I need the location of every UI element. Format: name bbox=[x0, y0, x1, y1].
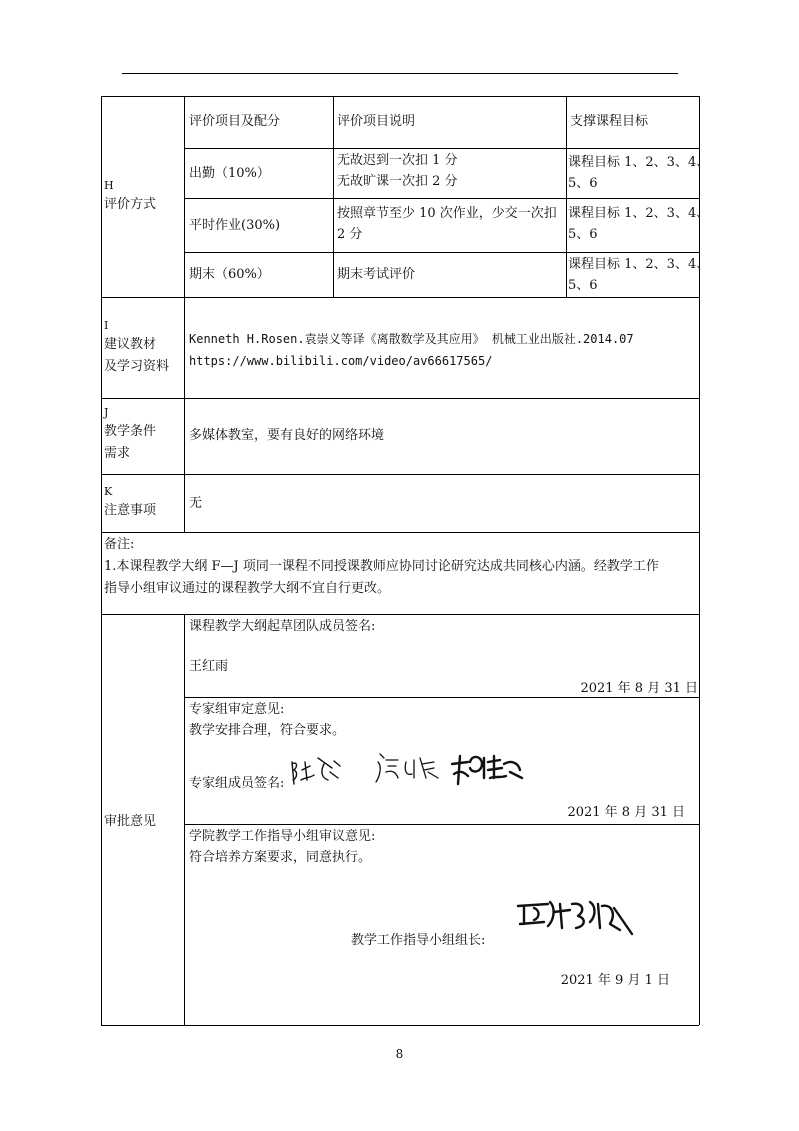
college-title: 学院教学工作指导小组审议意见: bbox=[189, 829, 376, 844]
row-attendance-item: 出勤（10%） bbox=[189, 166, 270, 181]
row-attendance-desc: 无故迟到一次扣 1 分 无故旷课一次扣 2 分 bbox=[337, 153, 458, 189]
header-goal: 支撑课程目标 bbox=[570, 114, 649, 129]
section-letter-i: I bbox=[104, 319, 109, 332]
header-rule bbox=[122, 73, 678, 74]
leader-signature bbox=[514, 894, 638, 940]
row-final-goal: 课程目标 1、2、3、4、 5、6 bbox=[568, 257, 710, 293]
expert-title: 专家组审定意见: bbox=[189, 702, 285, 717]
section-letter-k: K bbox=[104, 485, 113, 498]
section-h-title: 评价方式 bbox=[104, 197, 157, 212]
page-number: 8 bbox=[395, 1047, 404, 1061]
drafting-date: 2021 年 8 月 31 日 bbox=[580, 681, 698, 696]
row-homework-goal: 课程目标 1、2、3、4、 5、6 bbox=[568, 206, 710, 242]
college-opinion: 符合培养方案要求，同意执行。 bbox=[189, 850, 372, 865]
expert-sign-label: 专家组成员签名: bbox=[189, 776, 285, 791]
expert-opinion: 教学安排合理，符合要求。 bbox=[189, 723, 346, 738]
drafting-title: 课程教学大纲起草团队成员签名: bbox=[189, 619, 376, 634]
remarks-title: 备注: bbox=[104, 537, 135, 552]
drafter-name: 王红雨 bbox=[189, 659, 229, 674]
approval-label: 审批意见 bbox=[104, 814, 157, 829]
row-homework-item: 平时作业(30%) bbox=[189, 218, 281, 233]
leader-label: 教学工作指导小组组长: bbox=[351, 933, 486, 948]
row-final-desc: 期末考试评价 bbox=[337, 267, 416, 282]
section-k-label: K 注意事项 bbox=[104, 485, 157, 518]
row-final-item: 期末（60%） bbox=[189, 267, 270, 282]
textbook-info bbox=[189, 328, 634, 372]
section-i-label: I 建议教材 及学习资料 bbox=[104, 319, 170, 374]
college-date: 2021 年 9 月 1 日 bbox=[560, 973, 670, 988]
header-desc: 评价项目说明 bbox=[337, 114, 416, 129]
teaching-conditions: 多媒体教室，要有良好的网络环境 bbox=[189, 428, 385, 443]
header-item: 评价项目及配分 bbox=[189, 114, 281, 129]
section-letter-h: H bbox=[104, 179, 114, 192]
resource-link[interactable]: https://www.bilibili.com/video/av66617565/ bbox=[189, 354, 493, 368]
notes-content: 无 bbox=[189, 496, 203, 511]
remarks: 备注: 1.本课程教学大纲 F—J 项同一课程不同授课教师应协同讨论研究达成共同核心内涵。经教学工作 指导小组审议通过的课程教学大纲不宜自行更改。 bbox=[104, 534, 698, 600]
section-j-label: J 教学条件 需求 bbox=[104, 406, 157, 461]
expert-date: 2021 年 8 月 31 日 bbox=[567, 805, 685, 820]
section-h-label bbox=[104, 178, 156, 216]
expert-signatures bbox=[288, 748, 528, 793]
textbook-citation: Kenneth H.Rosen.袁崇义等译《离散数学及其应用》 机械工业出版社.2014.07 bbox=[189, 332, 634, 346]
row-homework-desc: 按照章节至少 10 次作业，少交一次扣 2 分 bbox=[337, 206, 557, 242]
row-attendance-goal: 课程目标 1、2、3、4、 5、6 bbox=[568, 155, 710, 191]
section-letter-j: J bbox=[104, 406, 109, 419]
